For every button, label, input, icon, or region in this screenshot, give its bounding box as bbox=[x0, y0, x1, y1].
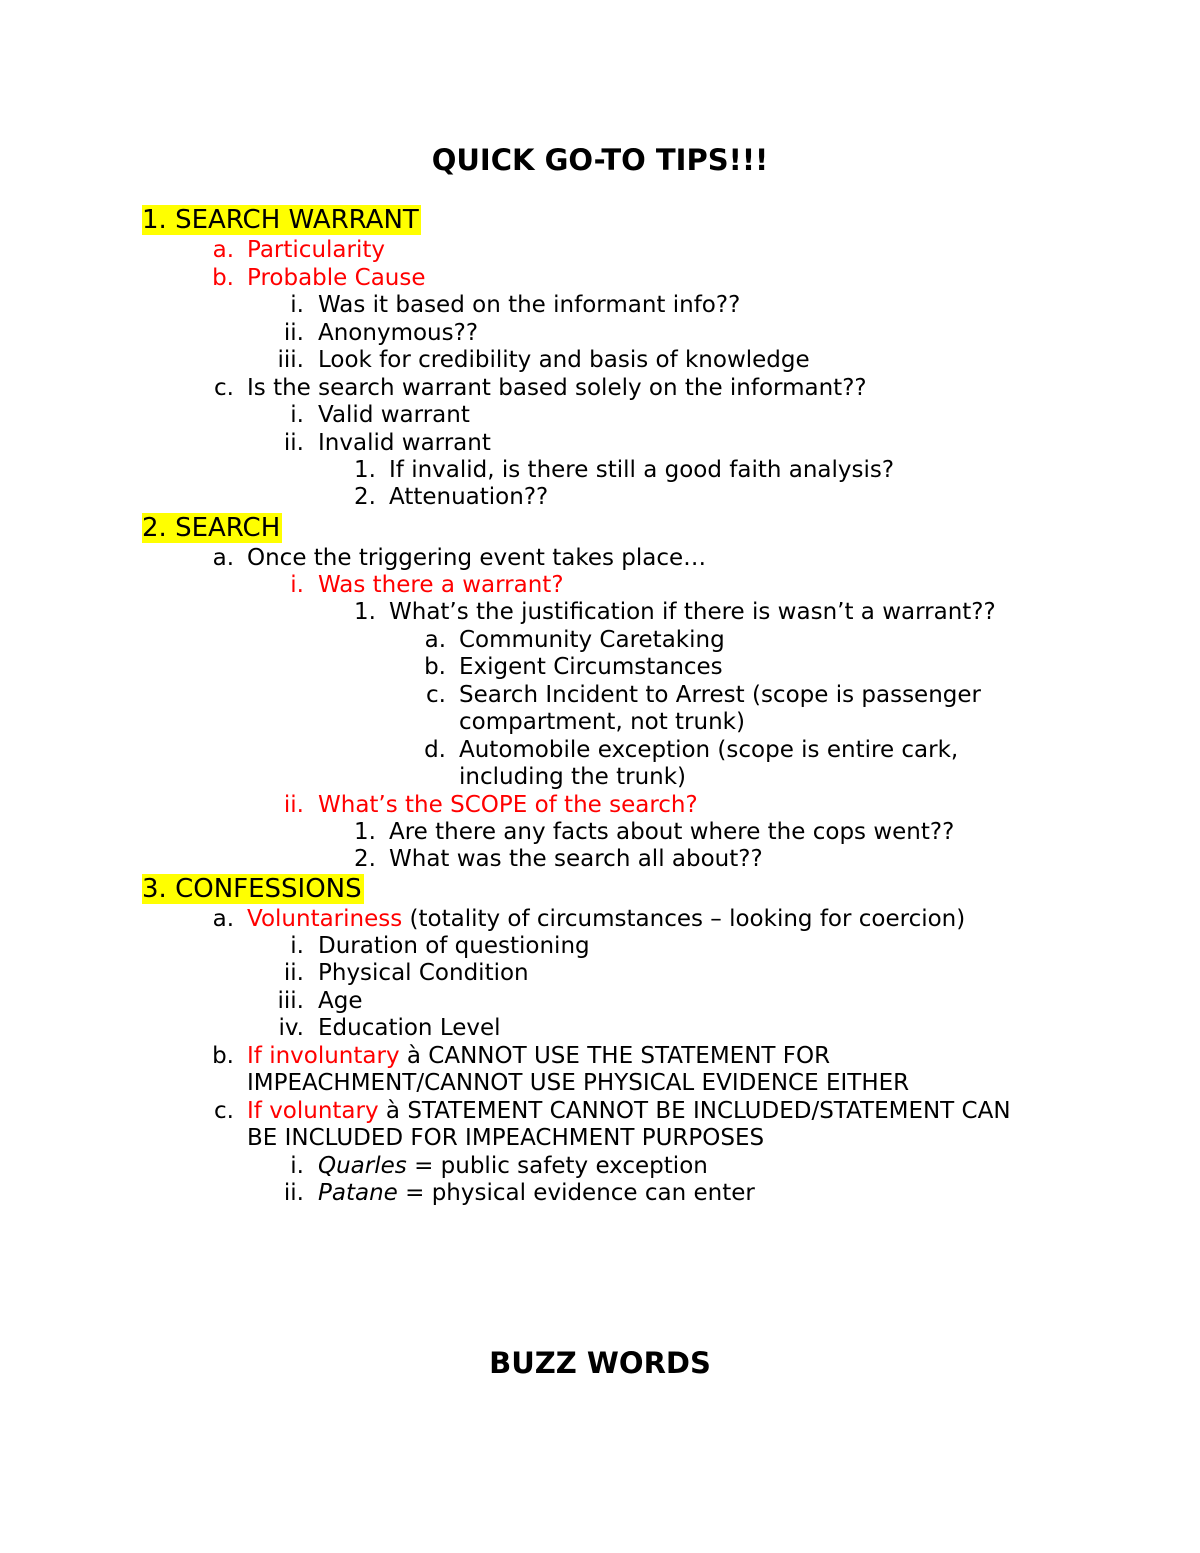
buzz-words-heading: BUZZ WORDS bbox=[489, 1346, 711, 1380]
document-title: QUICK GO-TO TIPS!!! bbox=[431, 143, 769, 177]
section-heading-search-warrant: 1. SEARCH WARRANT bbox=[142, 205, 419, 235]
section-heading-confessions: 3. CONFESSIONS bbox=[142, 874, 362, 904]
section-heading-search: 2. SEARCH bbox=[142, 513, 281, 543]
